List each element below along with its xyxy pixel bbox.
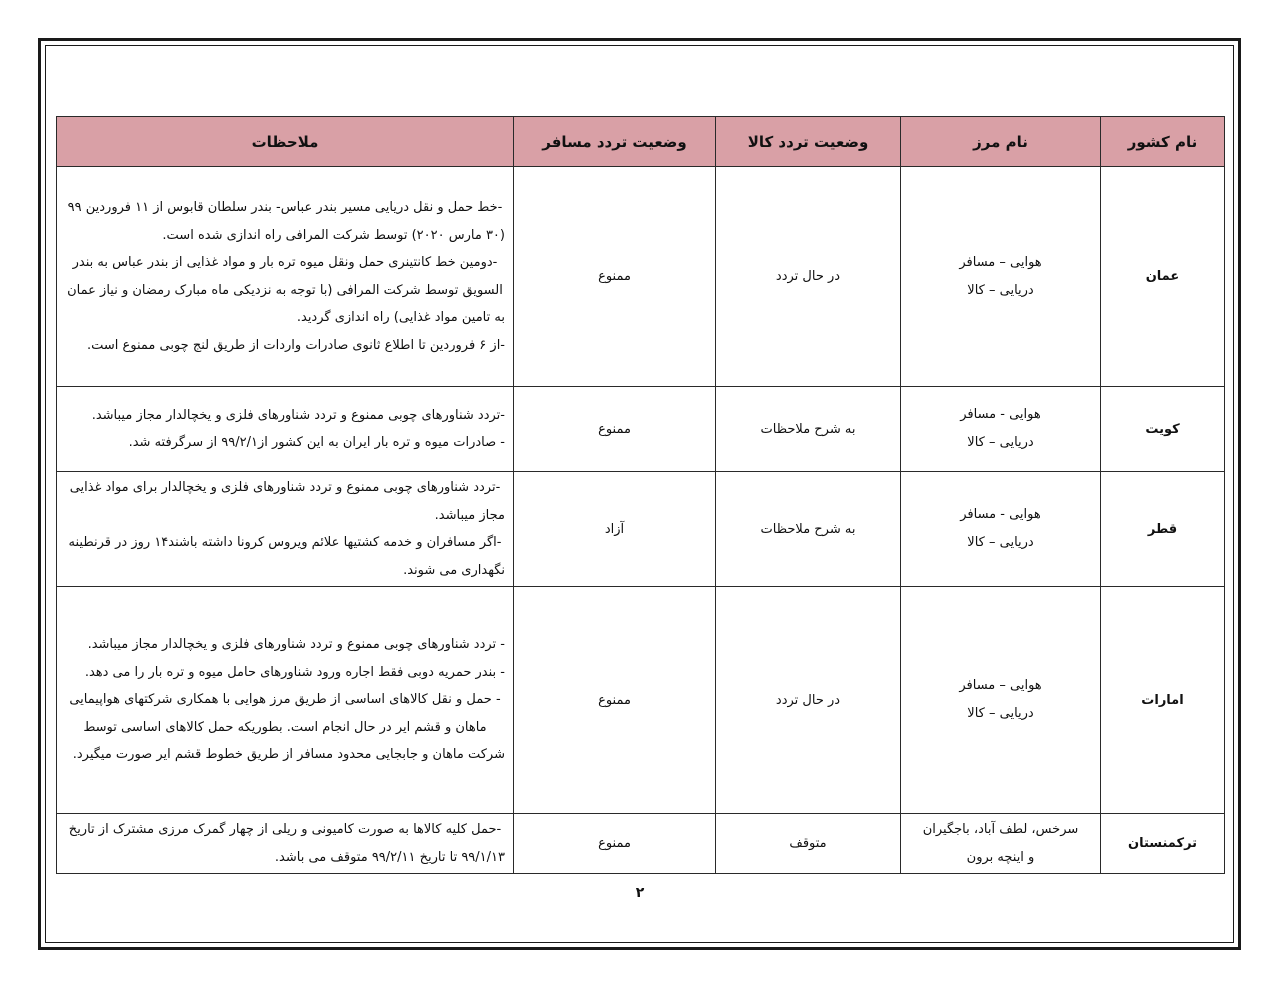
- goods-status-cell: در حال تردد: [716, 167, 901, 387]
- border-cell: [901, 587, 1101, 814]
- passenger-status-cell: ممنوع: [514, 814, 716, 874]
- note-paragraph: - صادرات میوه و تره بار ایران به این کشور از۹۹/۲/۱ از سرگرفته شد.: [128, 435, 505, 450]
- note-paragraph: -حمل کلیه کالاها به صورت کامیونی و ریلی از چهار گمرک مرزی مشترک از تاریخ ۹۹/۱/۱۳ تا تاریخ ۹۹/۲/۱۱ متوقف می باشد.: [68, 822, 505, 865]
- country-cell: کویت: [1101, 387, 1225, 472]
- border-line: هوایی - مسافر: [960, 407, 1041, 422]
- notes-cell: [57, 472, 514, 587]
- country-cell: قطر: [1101, 472, 1225, 587]
- note-paragraph: -تردد شناورهای چوبی ممنوع و تردد شناورهای فلزی و یخچالدار مجاز میباشد.: [91, 407, 505, 423]
- border-line: دریایی – کالا: [967, 535, 1034, 550]
- passenger-status-cell: ممنوع: [514, 387, 716, 472]
- country-cell: ترکمنستان: [1101, 814, 1225, 874]
- border-line: هوایی – مسافر: [959, 254, 1042, 270]
- table-row: [57, 587, 1225, 814]
- table-row: [57, 472, 1225, 587]
- header-passenger-status: وضعیت تردد مسافر: [514, 117, 716, 167]
- note-paragraph: -تردد شناورهای چوبی ممنوع و تردد شناورهای فلزی و یخچالدار برای مواد غذایی مجاز میباشد.: [69, 480, 505, 523]
- note-paragraph: -اگر مسافران و خدمه کشتیها علائم ویروس کرونا داشته باشند۱۴ روز در قرنطینه نگهداری می شوند.: [68, 535, 505, 578]
- notes-cell: [57, 814, 514, 874]
- table-header-row: [57, 117, 1225, 167]
- notes-cell: [57, 167, 514, 387]
- note-paragraph: -دومین خط کانتینری حمل ونقل میوه تره بار و مواد غذایی از بندر عباس به بندر السویق توسط شرکت المرافی (با توجه به نزدیکی ماه مبارک رمضان و نیاز عمان به تامین مواد غذایی) راه اندازی گردید.: [67, 255, 505, 325]
- border-line: سرخس، لطف آباد، باجگیران: [922, 821, 1079, 837]
- goods-status-cell: به شرح ملاحظات: [716, 472, 901, 587]
- header-border: نام مرز: [901, 117, 1101, 167]
- passenger-status-cell: آزاد: [514, 472, 716, 587]
- header-notes: ملاحظات: [57, 117, 514, 167]
- note-paragraph: - تردد شناورهای چوبی ممنوع و تردد شناورهای فلزی و یخچالدار مجاز میباشد.: [87, 637, 505, 653]
- table-row: [57, 387, 1225, 472]
- country-cell: عمان: [1101, 167, 1225, 387]
- border-line: هوایی - مسافر: [960, 507, 1041, 522]
- border-cell: [901, 814, 1101, 874]
- note-paragraph: - بندر حمریه دوبی فقط اجاره ورود شناورهای حامل میوه و تره بار را می دهد.: [84, 664, 505, 680]
- header-country: نام کشور: [1101, 117, 1225, 167]
- note-paragraph: -از ۶ فروردین تا اطلاع ثانوی صادرات واردات از طریق لنج چوبی ممنوع است.: [86, 337, 505, 353]
- page-number: ۲: [635, 885, 645, 901]
- border-line: دریایی – کالا: [967, 282, 1034, 298]
- border-cell: [901, 472, 1101, 587]
- header-goods-status: وضعیت تردد کالا: [716, 117, 901, 167]
- table-row: [57, 167, 1225, 387]
- border-line: دریایی – کالا: [967, 706, 1034, 721]
- note-paragraph: - حمل و نقل کالاهای اساسی از طریق مرز هوایی با همکاری شرکتهای هواپیمایی ماهان و قشم ایر در حال انجام است. بطوریکه حمل کالاهای اساسی توسط شرکت ماهان و جابجایی محدود مسافر از طریق خطوط قشم ایر صورت میگیرد.: [69, 692, 505, 763]
- border-line: و اینچه برون: [966, 849, 1035, 865]
- notes-cell: [57, 387, 514, 472]
- passenger-status-cell: ممنوع: [514, 167, 716, 387]
- border-cell: [901, 167, 1101, 387]
- passenger-status-cell: ممنوع: [514, 587, 716, 814]
- country-cell: امارات: [1101, 587, 1225, 814]
- note-paragraph: -خط حمل و نقل دریایی مسیر بندر عباس- بندر سلطان قابوس از ۱۱ فروردین ۹۹ (۳۰ مارس ۲۰۲۰) توسط شرکت المرافی راه اندازی شده است.: [67, 200, 505, 243]
- goods-status-cell: متوقف: [716, 814, 901, 874]
- border-status-table: [56, 116, 1225, 874]
- border-line: هوایی – مسافر: [959, 678, 1042, 693]
- table-row: [57, 814, 1225, 874]
- notes-cell: [57, 587, 514, 814]
- border-cell: [901, 387, 1101, 472]
- border-line: دریایی – کالا: [967, 435, 1034, 450]
- goods-status-cell: در حال تردد: [716, 587, 901, 814]
- goods-status-cell: به شرح ملاحظات: [716, 387, 901, 472]
